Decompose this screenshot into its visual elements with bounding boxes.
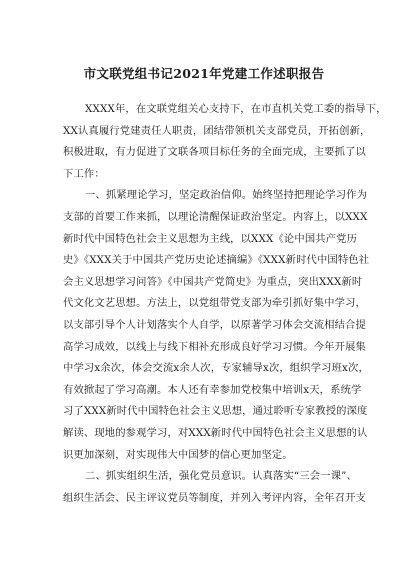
body-line: 习了XXX新时代中国特色社会主义思想，通过聆听专家教授的深度	[63, 405, 368, 418]
document-title: 市文联党组书记2021年党建工作述职报告	[83, 66, 325, 81]
body-line: XX认真履行党建责任人职责，团结带领机关支部党员，开拓创新，	[63, 124, 371, 137]
body-line: 二、抓实组织生活，强化党员意识。认真落实“三会一课”、	[85, 470, 357, 483]
body-line: 下工作：	[63, 167, 105, 180]
body-line: 一、抓紧理论学习，坚定政治信仰。始终坚持把理论学习作为	[85, 189, 368, 202]
body-line: 会主义思想学习问答》《中国共产党简史》为重点，突出XXX新时	[63, 275, 363, 288]
body-line: 支部的首要工作来抓，以理论清醒保证政治坚定。内容上，以XXX	[63, 211, 368, 223]
body-line: 组织生活会、民主评议党员等制度，并列入考评内容，全年召开支	[63, 491, 366, 504]
body-line: 积极进取，有力促进了文联各项目标任务的全面完成，主要抓了以	[63, 146, 366, 159]
body-line: 史》《XXX关于中国共产党历史论述摘编》《XXX新时代中国特色社	[63, 254, 370, 267]
body-line: 中学习x余次，体会交流x余人次，专家辅导x次，组织学习班x次，	[63, 362, 369, 375]
body-line: 有效掀起了学习高潮。本人还有幸参加党校集中培训x天，系统学	[63, 383, 362, 396]
body-line: 识更加深刻，对实现伟大中国梦的信心更加坚定。	[63, 448, 293, 461]
body-line: 新时代中国特色社会主义思想为主线，以XXX《论中国共产党历	[63, 232, 358, 245]
body-line: 以支部引导个人计划落实个人自学，以原著学习体会交流相结合提	[63, 319, 366, 331]
body-line: 代文化文艺思想。方法上，以党组带党支部为牵引抓好集中学习，	[63, 297, 366, 310]
body-line: XXXX年，在文联党组关心支持下，在市直机关党工委的指导下，	[85, 103, 387, 115]
body-line: 解读、现地的参观学习，对XXX新时代中国特色社会主义思想的认	[63, 427, 368, 439]
body-line: 高学习成效，以线上与线下相补充形成良好学习习惯。今年开展集	[63, 340, 366, 353]
